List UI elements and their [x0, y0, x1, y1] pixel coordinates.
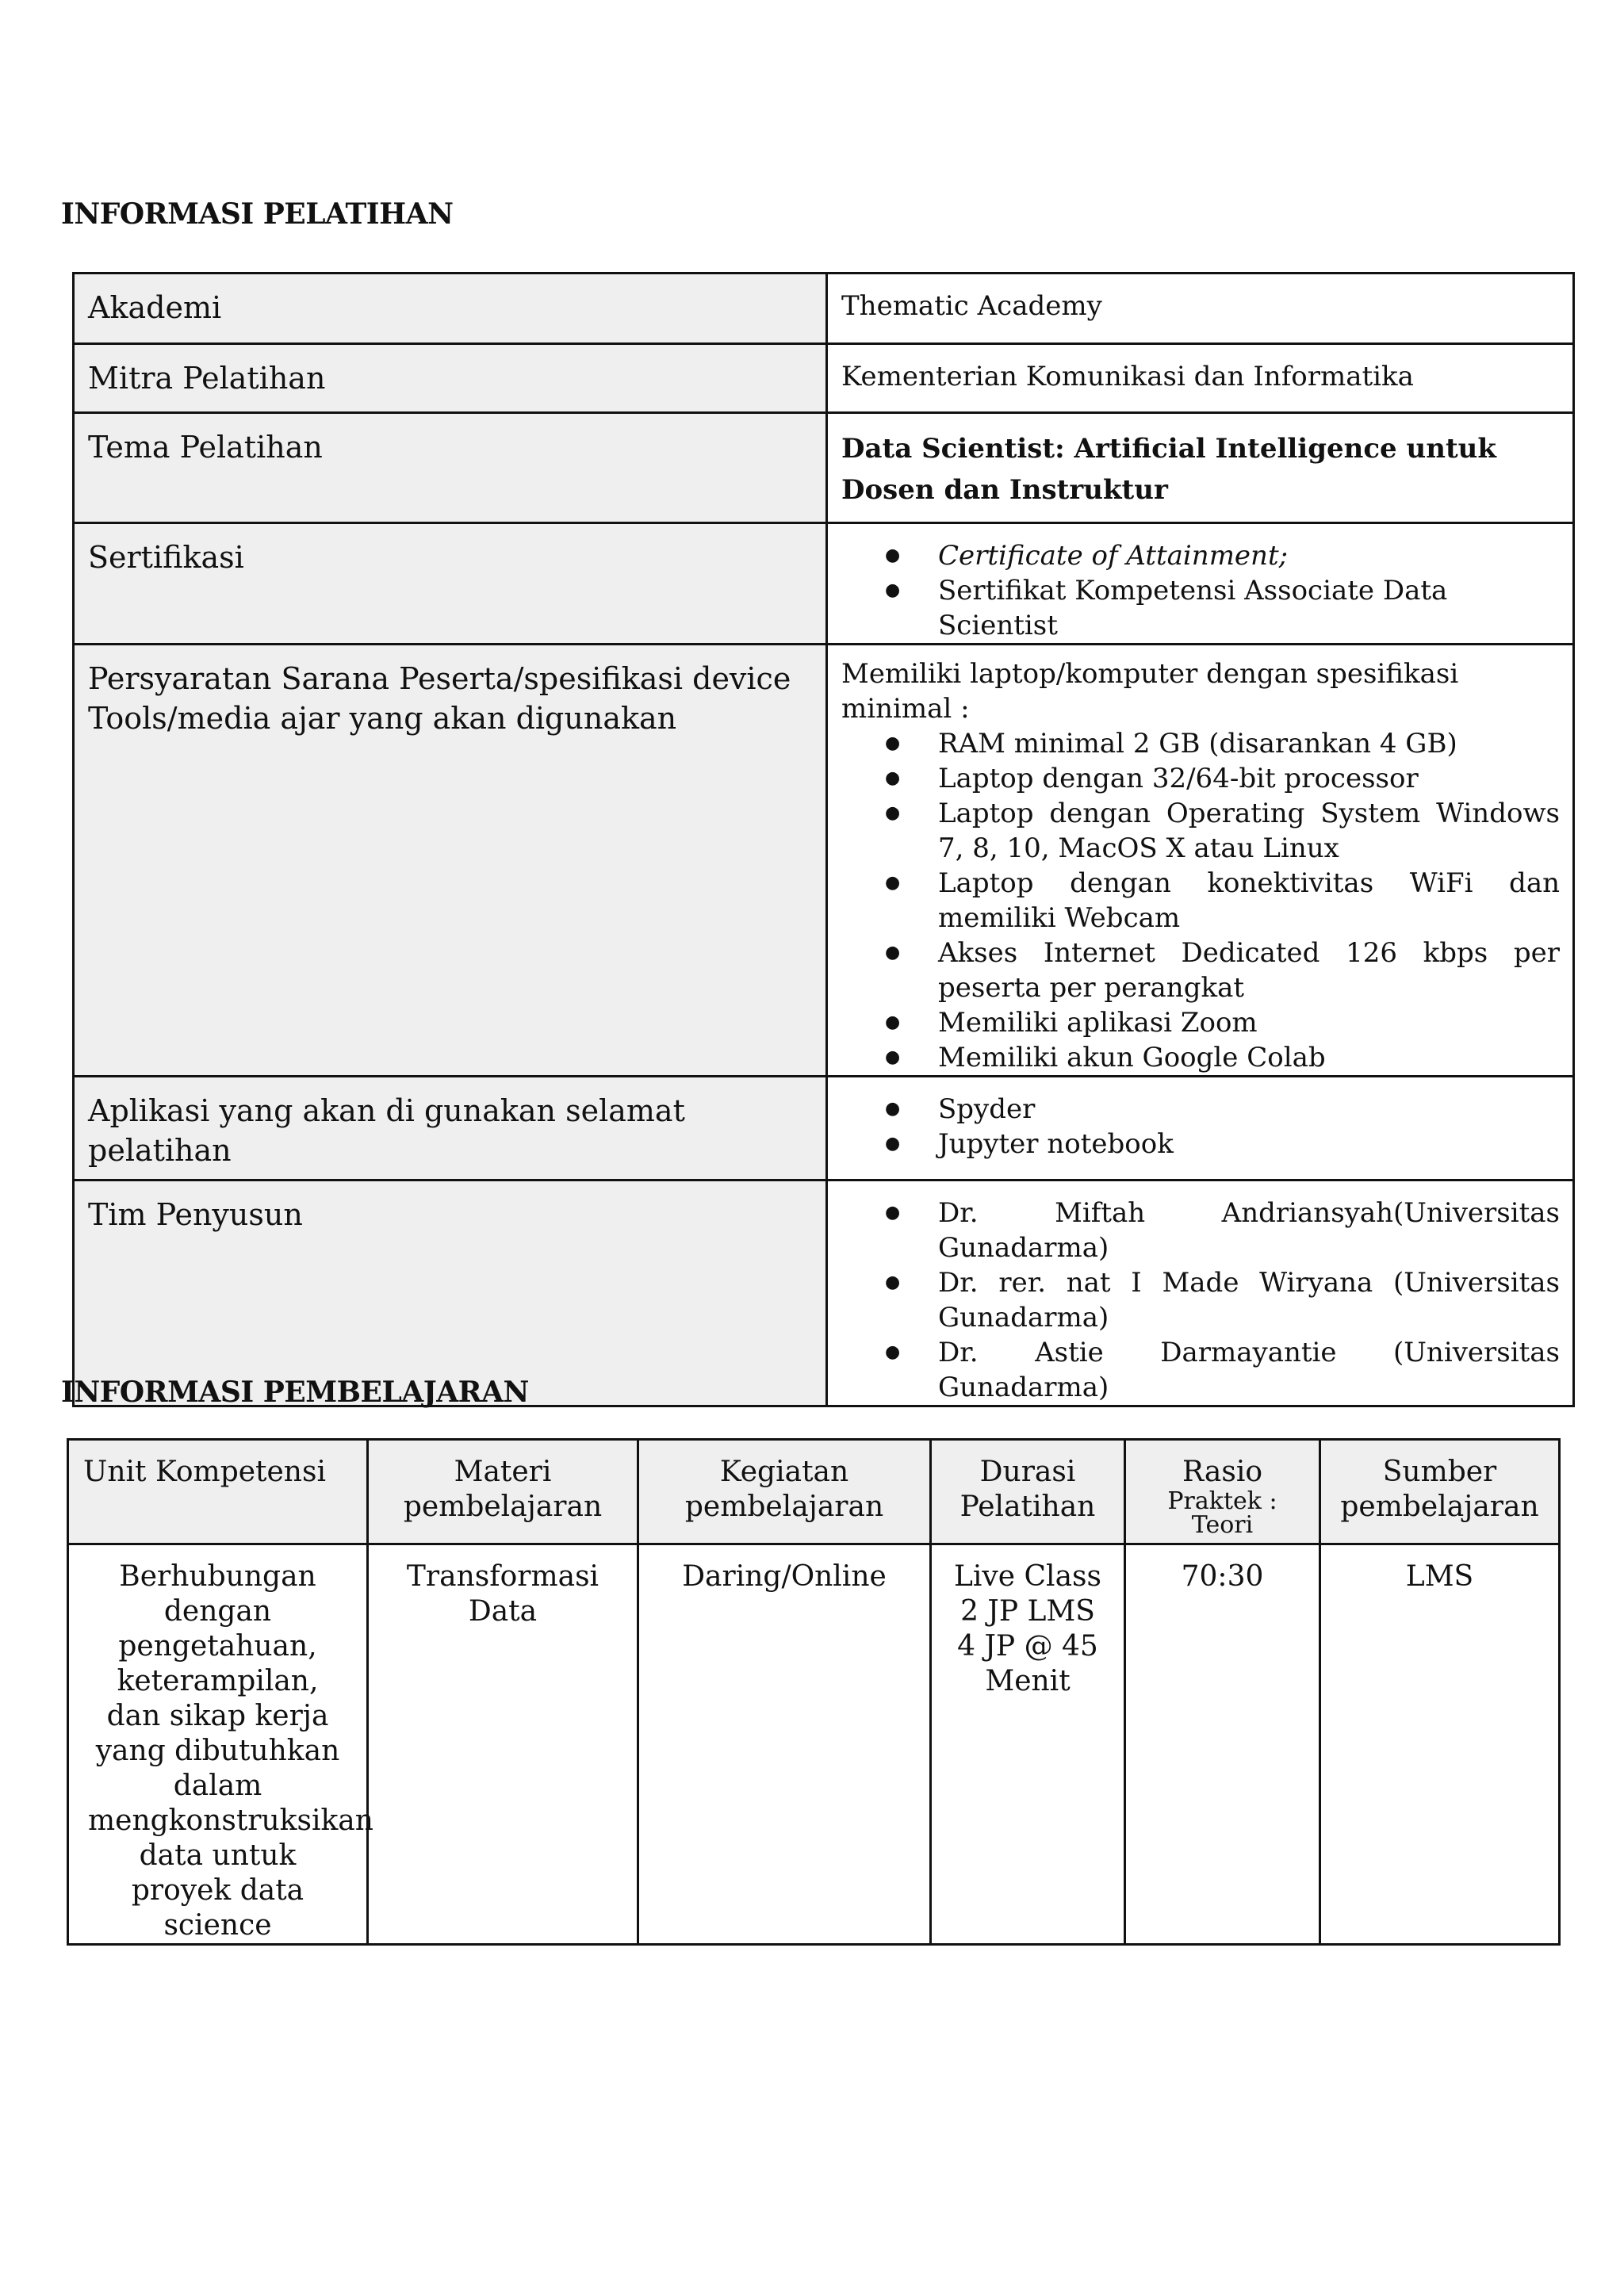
- header-durasi: Durasi Pelatihan: [931, 1440, 1125, 1544]
- section-title-informasi-pembelajaran: INFORMASI PEMBELAJARAN: [61, 1376, 529, 1409]
- value-tema-pelatihan: Data Scientist: Artificial Intelligence untuk Dosen dan Instruktur: [827, 413, 1574, 523]
- cell-rasio: 70:30: [1125, 1544, 1320, 1945]
- header-rasio: [1125, 1440, 1320, 1544]
- cell-materi: Transformasi Data: [368, 1544, 638, 1945]
- list-item: ● Dr. Astie Darmayantie (Universitas Gunadarma): [938, 1335, 1560, 1405]
- header-rasio-sub: Praktek : Teori: [1167, 1487, 1277, 1539]
- list-item: ● Laptop dengan konektivitas WiFi dan memiliki Webcam: [938, 866, 1560, 936]
- table-header-row: [68, 1440, 1560, 1544]
- cell-unit-kompetensi: Berhubungan dengan pengetahuan, keterampilan, dan sikap kerja yang dibutuhkan dalam mengkonstruksikan data untuk proyek data science: [68, 1544, 368, 1945]
- list-item: ● Dr. rer. nat I Made Wiryana (Universitas Gunadarma): [938, 1265, 1560, 1335]
- list-item: ● Sertifikat Kompetensi Associate Data Scientist: [938, 573, 1560, 643]
- table-row-akademi: [74, 274, 1574, 344]
- section-title-informasi-pelatihan: INFORMASI PELATIHAN: [61, 197, 454, 231]
- table-row-mitra: [74, 344, 1574, 413]
- label-persyaratan: Persyaratan Sarana Peserta/spesifikasi device Tools/media ajar yang akan digunakan: [74, 645, 827, 1077]
- list-item: ● Memiliki akun Google Colab: [938, 1040, 1560, 1075]
- list-item: ● Spyder: [938, 1092, 1560, 1127]
- table-row-sertifikasi: [74, 523, 1574, 645]
- label-sertifikasi: Sertifikasi: [74, 523, 827, 645]
- table-row-tim: [74, 1181, 1574, 1406]
- sertifikasi-list: [841, 538, 1560, 643]
- list-item: ● Certificate of Attainment;: [938, 538, 1560, 573]
- table-row: [68, 1544, 1560, 1945]
- header-kegiatan: Kegiatan pembelajaran: [638, 1440, 931, 1544]
- list-item: ● RAM minimal 2 GB (disarankan 4 GB): [938, 726, 1560, 761]
- cell-kegiatan: Daring/Online: [638, 1544, 931, 1945]
- value-sertifikasi: [827, 523, 1574, 645]
- learning-info-table: [67, 1438, 1561, 1946]
- header-unit-kompetensi: Unit Kompetensi: [68, 1440, 368, 1544]
- value-tim-penyusun: [827, 1181, 1574, 1406]
- list-item: ● Laptop dengan 32/64-bit processor: [938, 761, 1560, 796]
- label-tema-pelatihan: Tema Pelatihan: [74, 413, 827, 523]
- tim-list: [841, 1196, 1560, 1405]
- persyaratan-intro: Memiliki laptop/komputer dengan spesifikasi minimal :: [841, 658, 1459, 725]
- label-tim-penyusun: Tim Penyusun: [74, 1181, 827, 1406]
- value-mitra-pelatihan: Kementerian Komunikasi dan Informatika: [827, 344, 1574, 413]
- value-akademi: Thematic Academy: [827, 274, 1574, 344]
- persyaratan-list: [841, 726, 1560, 1075]
- cell-durasi: Live Class 2 JP LMS 4 JP @ 45 Menit: [931, 1544, 1125, 1945]
- list-item: ● Memiliki aplikasi Zoom: [938, 1005, 1560, 1040]
- table-row-aplikasi: [74, 1077, 1574, 1181]
- label-aplikasi: Aplikasi yang akan di gunakan selamat pelatihan: [74, 1077, 827, 1181]
- header-materi: Materi pembelajaran: [368, 1440, 638, 1544]
- table-row-tema: [74, 413, 1574, 523]
- list-item: ● Laptop dengan Operating System Windows 7, 8, 10, MacOS X atau Linux: [938, 796, 1560, 866]
- aplikasi-list: [841, 1092, 1560, 1161]
- label-akademi: Akademi: [74, 274, 827, 344]
- header-rasio-label: Rasio: [1182, 1456, 1263, 1488]
- cell-sumber: LMS: [1320, 1544, 1560, 1945]
- list-item: ● Jupyter notebook: [938, 1127, 1560, 1161]
- list-item: ● Dr. Miftah Andriansyah(Universitas Gunadarma): [938, 1196, 1560, 1265]
- value-aplikasi: [827, 1077, 1574, 1181]
- training-info-table: [72, 272, 1575, 1407]
- value-persyaratan: [827, 645, 1574, 1077]
- table-row-persyaratan: [74, 645, 1574, 1077]
- list-item: ● Akses Internet Dedicated 126 kbps per peserta per perangkat: [938, 936, 1560, 1005]
- header-sumber: Sumber pembelajaran: [1320, 1440, 1560, 1544]
- label-mitra-pelatihan: Mitra Pelatihan: [74, 344, 827, 413]
